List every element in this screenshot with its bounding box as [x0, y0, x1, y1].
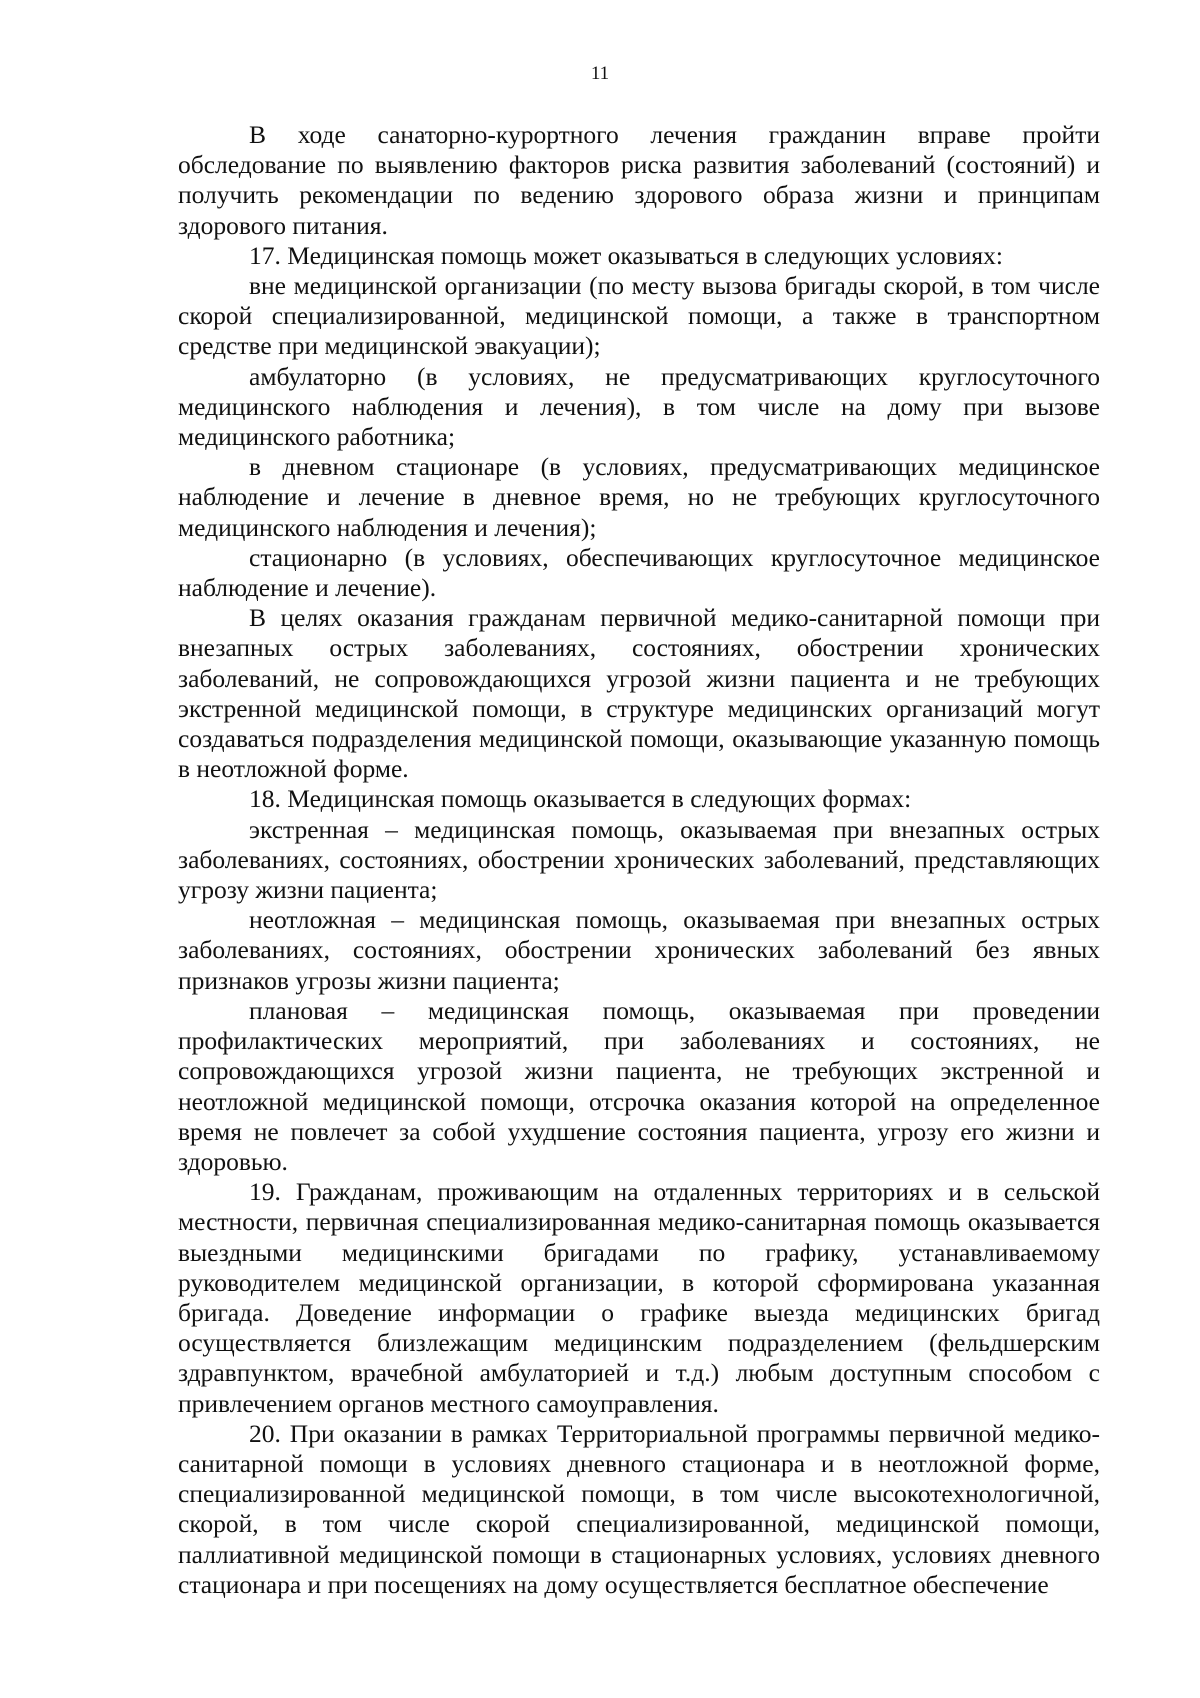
paragraph-day-hospital: в дневном стационаре (в условиях, предусматривающих медицинское наблюдение и лечение в дневное время, но не требующих круглосуточного медицинского наблюдения и лечения); [178, 452, 1100, 542]
paragraph-urgent-form: неотложная – медицинская помощь, оказываемая при внезапных острых заболеваниях, состояниях, обострении хронических заболеваний без явных признаков угрозы жизни пациента; [178, 905, 1100, 995]
paragraph-18-forms-heading: 18. Медицинская помощь оказывается в следующих формах: [249, 784, 912, 814]
paragraph-emergency-form: экстренная – медицинская помощь, оказываемая при внезапных острых заболеваниях, состояниях, обострении хронических заболеваний, представляющих угрозу жизни пациента; [178, 814, 1100, 905]
paragraph-17-conditions-heading: 17. Медицинская помощь может оказываться в следующих условиях: [249, 240, 1003, 270]
paragraph-20-free-provision: 20. При оказании в рамках Территориальной программы первичной медико-санитарной помощи в условиях дневного стационара и в неотложной форме, специализированной медицинской помощи, в том числе высокотехнологичной, скорой, в том числе скорой специализированной, медицинской помощи, паллиативной медицинской помощи в стационарных условиях, условиях дневного стационара и при посещениях на дому осуществляется бесплатное обеспечение [178, 1418, 1100, 1599]
document-body [178, 120, 1100, 1600]
paragraph-outside-organization: вне медицинской организации (по месту вызова бригады скорой, в том числе скорой специализированной, медицинской помощи, а также в транспортном средстве при медицинской эвакуации); [178, 271, 1100, 361]
paragraph-planned-form: плановая – медицинская помощь, оказываемая при проведении профилактических мероприятий, при заболеваниях и состояниях, не сопровождающихся угрозой жизни пациента, не требующих экстренной и неотложной медицинской помощи, отсрочка оказания которой на определенное время не повлечет за собой ухудшение состояния пациента, угрозу его жизни и здоровью. [178, 995, 1100, 1176]
paragraph-spa-treatment-examination: В ходе санаторно-курортного лечения гражданин вправе пройти обследование по выявлению факторов риска развития заболеваний (состояний) и получить рекомендации по ведению здорового образа жизни и принципам здорового питания. [178, 120, 1100, 240]
paragraph-outpatient: амбулаторно (в условиях, не предусматривающих круглосуточного медицинского наблюдения и лечения), в том числе на дому при вызове медицинского работника; [178, 361, 1100, 452]
paragraph-19-remote-territories: 19. Гражданам, проживающим на отдаленных территориях и в сельской местности, первичная специализированная медико-санитарная помощь оказывается выездными медицинскими бригадами по графику, устанавливаемому руководителем медицинской организации, в которой сформирована указанная бригада. Доведение информации о графике выезда медицинских бригад осуществляется близлежащим медицинским подразделением (фельдшерским здравпунктом, врачебной амбулаторией и т.д.) любым доступным способом с привлечением органов местного самоуправления. [178, 1177, 1100, 1418]
paragraph-urgent-care-units: В целях оказания гражданам первичной медико-санитарной помощи при внезапных острых заболеваниях, состояниях, обострении хронических заболеваний, не сопровождающихся угрозой жизни пациента и не требующих экстренной медицинской помощи, в структуре медицинских организаций могут создаваться подразделения медицинской помощи, оказывающие указанную помощь в неотложной форме. [178, 603, 1100, 784]
paragraph-inpatient: стационарно (в условиях, обеспечивающих круглосуточное медицинское наблюдение и лечение). [178, 542, 1100, 603]
page-number: 11 [590, 63, 610, 84]
